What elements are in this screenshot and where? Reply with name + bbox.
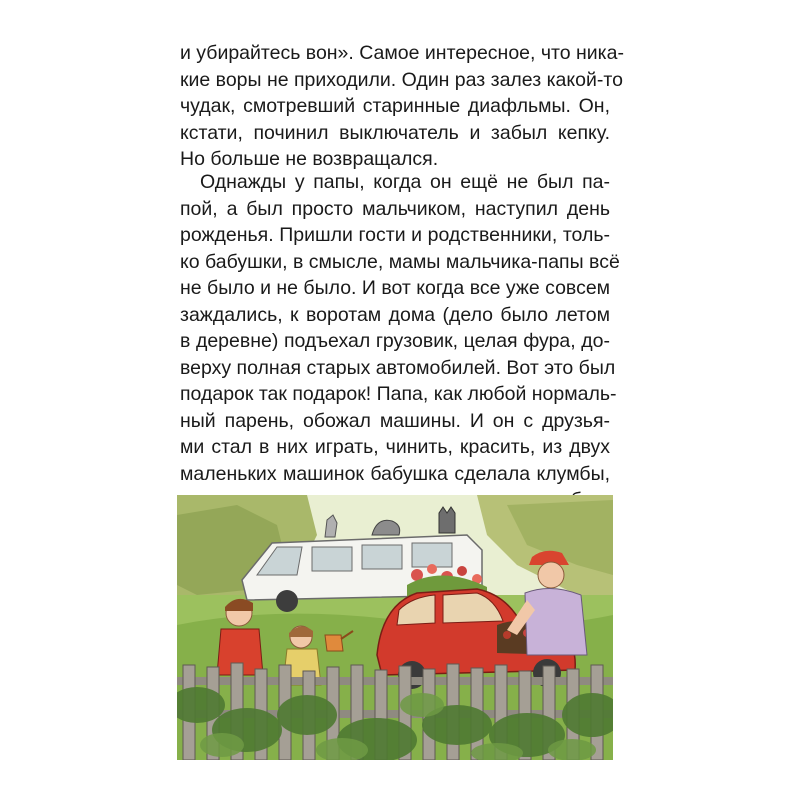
text-line: кие воры не приходили. Один раз залез какой-то	[180, 68, 623, 91]
text-line: кстати, починил выключатель и забыл кепку.	[180, 121, 610, 144]
text-line: не было и не было. И вот когда все уже совсем	[180, 277, 611, 299]
paragraph-2	[180, 169, 620, 514]
text-line: рожденья. Пришли гости и родственники, толь-	[180, 224, 610, 246]
text-line: пой, а был просто мальчиком, наступил день	[180, 197, 610, 220]
text-line: ми стал в них играть, чинить, красить, из двух	[180, 436, 610, 458]
text-line: заждались, к воротам дома (дело было летом	[180, 303, 610, 326]
text-line: чудак, смотревший старинные диафльмы. Он,	[180, 95, 610, 117]
text-line: ко бабушки, в смысле, мамы мальчика-папы всё	[180, 250, 620, 273]
text-line: Но больше не возвращался.	[180, 148, 439, 170]
text-line: и убирайтесь вон». Самое интересное, что ника-	[180, 42, 624, 64]
text-line: подарок так подарок! Папа, как любой нормаль-	[180, 383, 617, 405]
text-line: в деревне) подъехал грузовик, целая фура, до-	[180, 330, 610, 352]
text-line: верху полная старых автомобилей. Вот это был	[180, 356, 616, 379]
garden-scene-illustration	[177, 495, 613, 760]
text-line: ный парень, обожал машины. И он с друзья-	[180, 409, 610, 432]
text-line: маленьких машинок бабушка сделала клумбы,	[180, 462, 610, 485]
text-line: Однажды у папы, когда он ещё не был па-	[200, 171, 610, 193]
paragraph-1	[180, 40, 624, 173]
